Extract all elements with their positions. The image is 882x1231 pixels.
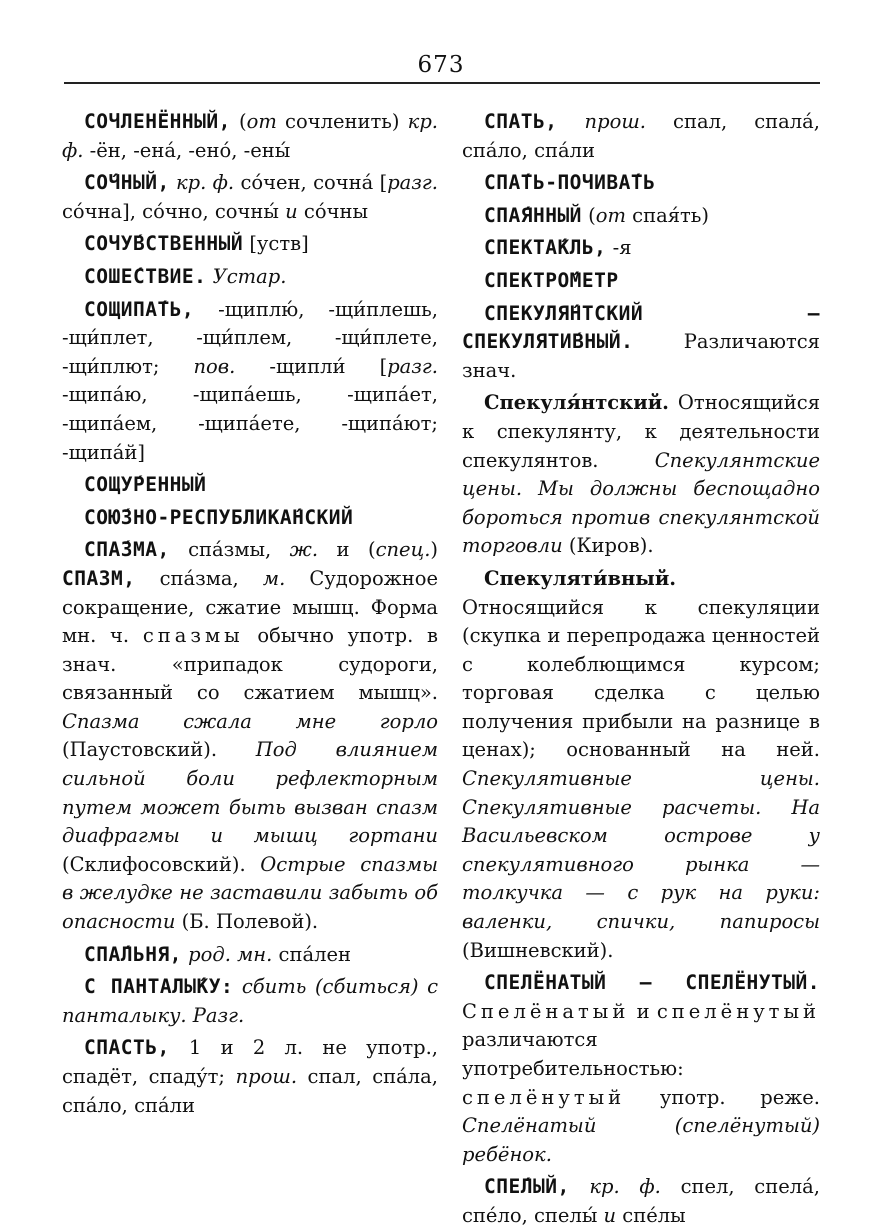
entry-soyuzno-respublikansky — [62, 504, 438, 533]
headword: СПЕКТРО́МЕТР — [484, 268, 619, 292]
headword: СОЩУ́РЕННЫЙ — [84, 473, 207, 497]
entry-sochuvstvenny: СОЧУ́ВСТВЕННЫЙ [уств] — [84, 232, 309, 256]
entry-spazma: СПА́ЗМА, спа́змы, ж. и (спец.) СПАЗМ, спа́зма, м. Судорожное сокращение, сжатие мышц. Форма мн. ч. спазмы обычно употр. в знач. «припадок судороги, связанный со сжатием мышц». Спазма сжала мне горло (Паустовский). Под влиянием сильной боли рефлекторным путем может быть вызван спазм диафрагмы и мышц гортани (Склифосовский). Острые спазмы в желудке не заставили забыть об опасности (Б. Полевой). — [62, 538, 438, 934]
page-number: 673 — [417, 52, 465, 78]
headword: СПА́ЯННЫЙ — [484, 203, 582, 227]
headword: С ПАНТАЛЫ́КУ: — [84, 975, 234, 999]
entry-spat: СПАТЬ, прош. спал, спала́, спа́ло, спа́ли — [462, 110, 820, 162]
headword: СПЕКУЛЯ́НТСКИЙ — СПЕКУЛЯТИ́ВНЫЙ. — [462, 301, 820, 354]
headword: СПАСТЬ, — [84, 1036, 170, 1060]
entry-spelenaty: СПЕЛЁНАТЫЙ — СПЕЛЁНУТЫЙ. Спелёнатый и спелёнутый различаются употребительностью: спелёнутый употр. реже. Спелёнатый (спелёнутый) ребёнок. — [462, 971, 820, 1166]
entry-spektakl: СПЕКТА́КЛЬ, -я — [484, 236, 632, 260]
entry-sochny: СО́ЧНЫЙ, кр. ф. со́чен, сочна́ [разг. со́чна], со́чно, сочны́ и со́чны — [62, 171, 438, 223]
headword: СПА́ЗМА, — [84, 538, 170, 562]
headword: СПЕЛЁНАТЫЙ — СПЕЛЁНУТЫЙ. — [484, 971, 820, 995]
entry-soshestvie: СОШЕ́СТВИЕ. Устар. — [84, 264, 287, 288]
entry-spektrometr — [462, 267, 820, 296]
left-column — [62, 108, 438, 1120]
entry-soshchipat: СОЩИПА́ТЬ, -щиплю́, -щи́плешь, -щи́плет, -щи́плем, -щи́плете, -щи́плют; пов. -щипли́ [разг. -щипа́ю, -щипа́ешь, -щипа́ет, -щипа́ем, -щипа́ете, -щипа́ют; -щипа́й] — [62, 297, 438, 464]
headword: СПА́ТЬ-ПОЧИВА́ТЬ — [484, 171, 656, 195]
headword: СО́ЧНЫЙ, — [84, 171, 170, 195]
headword: СОЧЛЕНЁННЫЙ, — [84, 110, 231, 133]
headword: СПЕ́ЛЫЙ, — [484, 1175, 570, 1199]
entry-spalnya: СПА́ЛЬНЯ, род. мн. спа́лен — [84, 942, 351, 966]
subentry-spekulyantsky: Спекуля́нтский. Относящийся к спекулянту, к деятельности спекулянтов. Спекулянтские цены. Мы должны беспощадно бороться против спекулянтской торговли (Киров). — [462, 391, 820, 558]
header-rule — [64, 82, 820, 84]
headword: СОЮ́ЗНО-РЕСПУБЛИКА́НСКИЙ — [84, 505, 354, 529]
subheadword: Спекуля́нтский. — [484, 391, 669, 415]
subentry-spekulyativny: Спекуляти́вный. Относящийся к спекуляции (скупка и перепродажа ценностей с колеблющимся курсом; торговая сделка с целью получения прибыли на разнице в ценах); основанный на ней. Спекулятивные цены. Спекулятивные расчеты. На Васильевском острове у спекулятивного рынка — толкучка — с рук на руки: валенки, спички, папиросы (Вишневский). — [462, 566, 820, 962]
headword: СОШЕ́СТВИЕ. — [84, 264, 207, 288]
headword: СПАЗМ, — [62, 566, 136, 590]
headword: СПАТЬ, — [484, 110, 558, 133]
headword: СПА́ЛЬНЯ, — [84, 942, 182, 966]
headword: СПЕКТА́КЛЬ, — [484, 236, 607, 260]
entry-spely: СПЕ́ЛЫЙ, кр. ф. спел, спела́, спе́ло, спелы́ и спе́лы — [462, 1175, 820, 1227]
right-column — [462, 108, 820, 1231]
entry-s-pantalyku: С ПАНТАЛЫ́КУ: сбить (сбиться) с панталыку. Разг. — [62, 975, 438, 1027]
entry-spat-pochivat — [462, 169, 820, 198]
headword: СОЩИПА́ТЬ, — [84, 297, 195, 321]
entry-soshchurenny — [62, 471, 438, 500]
entry-spekulyantsky: СПЕКУЛЯ́НТСКИЙ — СПЕКУЛЯТИ́ВНЫЙ. Различаются знач. — [462, 301, 820, 382]
headword: СОЧУ́ВСТВЕННЫЙ — [84, 232, 244, 256]
entry-spast: СПАСТЬ, 1 и 2 л. не употр., спадёт, спаду́т; прош. спал, спа́ла, спа́ло, спа́ли — [62, 1036, 438, 1117]
entry-spayanny: СПА́ЯННЫЙ (от спая́ть) — [484, 203, 710, 227]
subheadword: Спекуляти́вный. — [484, 566, 677, 590]
entry-sochlenenny: СОЧЛЕНЁННЫЙ, (от сочленить) кр. ф. -ён, -ена́, -ено́, -ены́ — [62, 110, 438, 162]
